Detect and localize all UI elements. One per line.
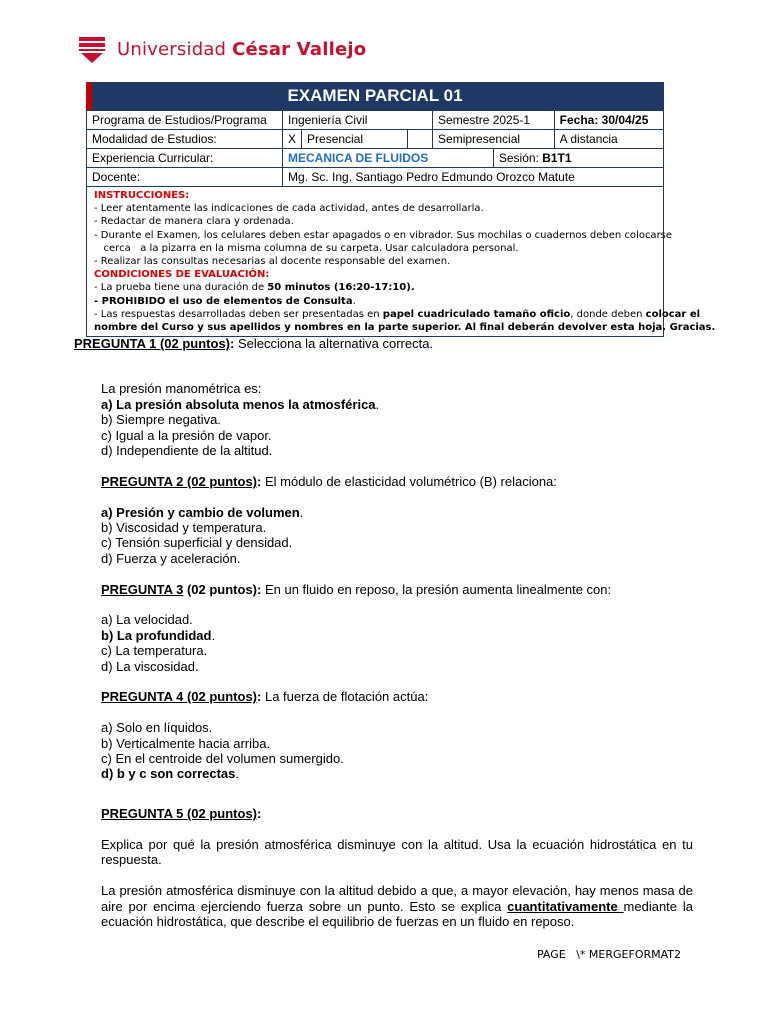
question-5-prompt: Explica por qué la presión atmosférica disminuye con la altitud. Usa la ecuación hidrostática en tu respuesta. <box>101 837 693 868</box>
q3-option-d: d) La viscosidad. <box>101 658 199 674</box>
instructions-title: INSTRUCCIONES: <box>94 190 190 201</box>
modality-empty-box <box>408 130 433 149</box>
q1-option-a: a) La presión absoluta menos la atmosférica. <box>101 396 380 412</box>
course-label: Experiencia Curricular: <box>87 149 283 168</box>
exam-title-bar <box>86 82 664 110</box>
semester: Semestre 2025-1 <box>433 111 555 130</box>
exam-header <box>86 82 716 337</box>
q2-option-c: c) Tensión superficial y densidad. <box>101 535 293 551</box>
page-footer: PAGE \* MERGEFORMAT2 <box>537 948 681 961</box>
modality-mark: X <box>283 130 302 149</box>
question-5-header: PREGUNTA 5 (02 puntos): <box>101 806 262 822</box>
course-value: MECANICA DE FLUIDOS <box>283 149 494 168</box>
q1-option-d: d) Independiente de la altitud. <box>101 443 273 459</box>
q2-option-a: a) Presión y cambio de volumen. <box>101 504 304 520</box>
question-1-stem: La presión manométrica es: <box>101 381 262 397</box>
teacher-label: Docente: <box>87 168 283 187</box>
q4-option-c: c) En el centroide del volumen sumergido. <box>101 751 344 767</box>
instruction-line: cerca a la pizarra en la misma columna de su carpeta. Usar calculadora personal. <box>94 242 519 254</box>
instruction-line: - Realizar las consultas necesarias al docente responsable del examen. <box>94 256 451 268</box>
exam-date: Fecha: 30/04/25 <box>554 111 663 130</box>
instruction-line: - Leer atentamente las indicaciones de cada actividad, antes de desarrollarla. <box>94 203 484 215</box>
q2-option-d: d) Fuerza y aceleración. <box>101 550 241 566</box>
question-4-header: PREGUNTA 4 (02 puntos): La fuerza de flotación actúa: <box>101 689 429 705</box>
q4-option-b: b) Verticalmente hacia arriba. <box>101 735 271 751</box>
exam-info-table <box>86 110 664 187</box>
instruction-line: - Durante el Examen, los celulares deben estar apagados o en vibrador. Sus mochilas o cuadernos deben colocarse <box>94 229 673 241</box>
condition-line: nombre del Curso y sus apellidos y nombres en la parte superior. Al final deberán devolver esta hoja. Gracias. <box>94 322 716 334</box>
program-value: Ingeniería Civil <box>283 111 433 130</box>
modality-distancia: A distancia <box>554 130 663 149</box>
instruction-line: - Redactar de manera clara y ordenada. <box>94 216 294 228</box>
conditions-title: CONDICIONES DE EVALUACIÓN: <box>94 269 270 281</box>
teacher-value: Mg. Sc. Ing. Santiago Pedro Edmundo Orozco Matute <box>283 168 664 187</box>
instructions-box <box>86 187 716 337</box>
questions-body <box>101 366 693 929</box>
q4-option-d: d) b y c son correctas. <box>101 766 240 782</box>
modality-semipresencial: Semipresencial <box>433 130 555 149</box>
condition-line: - La prueba tiene una duración de 50 minutos (16:20-17:10). <box>94 282 415 294</box>
modality-presencial: Presencial <box>302 130 408 149</box>
q3-option-a: a) La velocidad. <box>101 612 193 628</box>
q2-option-b: b) Viscosidad y temperatura. <box>101 520 267 536</box>
question-1-header: PREGUNTA 1 (02 puntos): Selecciona la alternativa correcta. <box>74 336 434 351</box>
q3-option-b: b) La profundidad. <box>101 627 216 643</box>
university-logo <box>77 33 366 65</box>
question-5-answer: La presión atmosférica disminuye con la altitud debido a que, a mayor elevación, hay menos masa de aire por encima ejerciendo fuerza sobre un punto. Esto se explica cuantitativamente mediante la ecuación hidrostática, que describe el equilibrio de fuerzas en un fluido en reposo. <box>101 883 693 930</box>
modality-label: Modalidad de Estudios: <box>87 130 283 149</box>
q1-option-b: b) Siempre negativa. <box>101 412 221 428</box>
session: Sesión: B1T1 <box>493 149 663 168</box>
university-name: Universidad César Vallejo <box>117 38 367 60</box>
q1-option-c: c) Igual a la presión de vapor. <box>101 427 272 443</box>
condition-line: - PROHIBIDO el uso de elementos de Consulta. <box>94 295 356 307</box>
university-emblem-icon <box>77 34 107 64</box>
program-label: Programa de Estudios/Programa <box>87 111 283 130</box>
question-3-header: PREGUNTA 3 (02 puntos): En un fluido en reposo, la presión aumenta linealmente con: <box>101 581 612 597</box>
question-2-header: PREGUNTA 2 (02 puntos): El módulo de elasticidad volumétrico (B) relaciona: <box>101 473 557 489</box>
condition-line: - Las respuestas desarrolladas deben ser presentadas en papel cuadriculado tamaño oficio, donde deben colocar el <box>94 308 701 320</box>
q3-option-c: c) La temperatura. <box>101 643 208 659</box>
q4-option-a: a) Solo en líquidos. <box>101 720 213 736</box>
exam-title: EXAMEN PARCIAL 01 <box>287 86 463 105</box>
